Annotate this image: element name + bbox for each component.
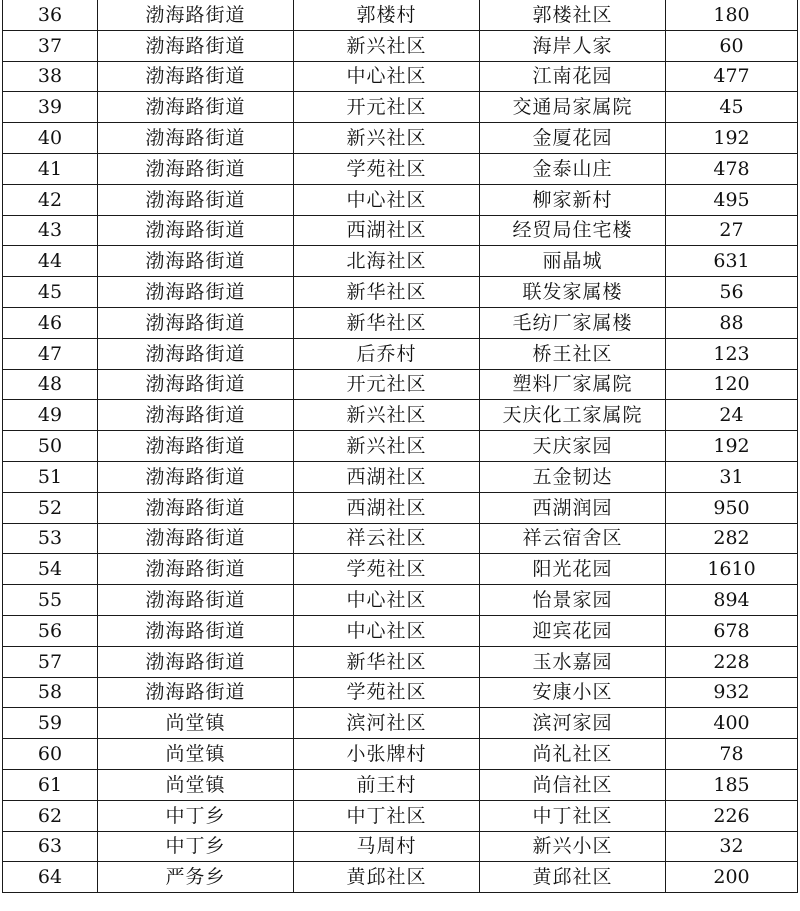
community-village-cell: 中心社区 (294, 615, 480, 646)
table-row (3, 431, 798, 462)
street-name-cell: 渤海路街道 (98, 431, 294, 462)
community-village-cell: 新兴社区 (294, 431, 480, 462)
table-row (3, 739, 798, 770)
community-village-cell: 北海社区 (294, 246, 480, 277)
table-row (3, 369, 798, 400)
row-number-cell: 64 (3, 862, 98, 893)
table-row (3, 277, 798, 308)
count-cell: 185 (666, 769, 798, 800)
row-number-cell: 60 (3, 739, 98, 770)
table-row (3, 523, 798, 554)
count-cell: 950 (666, 492, 798, 523)
community-village-cell: 祥云社区 (294, 523, 480, 554)
table-row (3, 800, 798, 831)
row-number-cell: 52 (3, 492, 98, 523)
residential-area-cell: 安康小区 (480, 677, 666, 708)
residential-area-cell: 尚信社区 (480, 769, 666, 800)
street-name-cell: 渤海路街道 (98, 400, 294, 431)
community-village-cell: 西湖社区 (294, 492, 480, 523)
row-number-cell: 36 (3, 0, 98, 30)
community-village-cell: 学苑社区 (294, 554, 480, 585)
count-cell: 180 (666, 0, 798, 30)
table-body (3, 0, 798, 893)
residential-area-cell: 黄邱社区 (480, 862, 666, 893)
residential-area-cell: 柳家新村 (480, 184, 666, 215)
table-row (3, 215, 798, 246)
row-number-cell: 37 (3, 30, 98, 61)
street-name-cell: 渤海路街道 (98, 369, 294, 400)
row-number-cell: 44 (3, 246, 98, 277)
table-row (3, 61, 798, 92)
street-name-cell: 渤海路街道 (98, 123, 294, 154)
residential-area-cell: 毛纺厂家属楼 (480, 307, 666, 338)
row-number-cell: 58 (3, 677, 98, 708)
row-number-cell: 45 (3, 277, 98, 308)
community-village-cell: 学苑社区 (294, 153, 480, 184)
count-cell: 60 (666, 30, 798, 61)
row-number-cell: 49 (3, 400, 98, 431)
street-name-cell: 渤海路街道 (98, 215, 294, 246)
count-cell: 1610 (666, 554, 798, 585)
count-cell: 123 (666, 338, 798, 369)
count-cell: 282 (666, 523, 798, 554)
count-cell: 226 (666, 800, 798, 831)
residential-area-cell: 滨河家园 (480, 708, 666, 739)
row-number-cell: 59 (3, 708, 98, 739)
street-name-cell: 渤海路街道 (98, 184, 294, 215)
street-name-cell: 渤海路街道 (98, 677, 294, 708)
community-village-cell: 黄邱社区 (294, 862, 480, 893)
community-village-cell: 新华社区 (294, 307, 480, 338)
residential-area-cell: 桥王社区 (480, 338, 666, 369)
community-village-cell: 中丁社区 (294, 800, 480, 831)
community-village-cell: 新兴社区 (294, 30, 480, 61)
table-row (3, 92, 798, 123)
residential-area-cell: 联发家属楼 (480, 277, 666, 308)
residential-area-cell: 天庆化工家属院 (480, 400, 666, 431)
street-name-cell: 渤海路街道 (98, 554, 294, 585)
row-number-cell: 54 (3, 554, 98, 585)
street-name-cell: 渤海路街道 (98, 61, 294, 92)
count-cell: 45 (666, 92, 798, 123)
count-cell: 78 (666, 739, 798, 770)
street-name-cell: 渤海路街道 (98, 615, 294, 646)
row-number-cell: 48 (3, 369, 98, 400)
row-number-cell: 51 (3, 461, 98, 492)
count-cell: 27 (666, 215, 798, 246)
street-name-cell: 渤海路街道 (98, 153, 294, 184)
residential-area-cell: 江南花园 (480, 61, 666, 92)
table-row (3, 677, 798, 708)
row-number-cell: 53 (3, 523, 98, 554)
table-row (3, 307, 798, 338)
residential-area-cell: 尚礼社区 (480, 739, 666, 770)
count-cell: 400 (666, 708, 798, 739)
street-name-cell: 渤海路街道 (98, 307, 294, 338)
count-cell: 56 (666, 277, 798, 308)
street-name-cell: 渤海路街道 (98, 0, 294, 30)
table-row (3, 123, 798, 154)
count-cell: 894 (666, 585, 798, 616)
street-name-cell: 尚堂镇 (98, 769, 294, 800)
data-table (2, 0, 798, 893)
community-village-cell: 学苑社区 (294, 677, 480, 708)
table-row (3, 30, 798, 61)
count-cell: 631 (666, 246, 798, 277)
count-cell: 200 (666, 862, 798, 893)
row-number-cell: 47 (3, 338, 98, 369)
community-village-cell: 西湖社区 (294, 215, 480, 246)
count-cell: 478 (666, 153, 798, 184)
count-cell: 228 (666, 646, 798, 677)
count-cell: 192 (666, 123, 798, 154)
residential-area-cell: 玉水嘉园 (480, 646, 666, 677)
residential-area-cell: 五金韧达 (480, 461, 666, 492)
row-number-cell: 46 (3, 307, 98, 338)
row-number-cell: 50 (3, 431, 98, 462)
residential-area-cell: 塑料厂家属院 (480, 369, 666, 400)
community-village-cell: 小张牌村 (294, 739, 480, 770)
street-name-cell: 渤海路街道 (98, 461, 294, 492)
table-row (3, 554, 798, 585)
street-name-cell: 渤海路街道 (98, 30, 294, 61)
table-row (3, 246, 798, 277)
residential-area-cell: 阳光花园 (480, 554, 666, 585)
community-village-cell: 新兴社区 (294, 123, 480, 154)
residential-area-cell: 天庆家园 (480, 431, 666, 462)
community-village-cell: 新华社区 (294, 277, 480, 308)
community-village-cell: 开元社区 (294, 369, 480, 400)
street-name-cell: 严务乡 (98, 862, 294, 893)
residential-area-cell: 郭楼社区 (480, 0, 666, 30)
table-row (3, 461, 798, 492)
street-name-cell: 渤海路街道 (98, 246, 294, 277)
street-name-cell: 尚堂镇 (98, 708, 294, 739)
row-number-cell: 62 (3, 800, 98, 831)
residential-area-cell: 丽晶城 (480, 246, 666, 277)
row-number-cell: 42 (3, 184, 98, 215)
row-number-cell: 40 (3, 123, 98, 154)
community-village-cell: 中心社区 (294, 585, 480, 616)
street-name-cell: 渤海路街道 (98, 523, 294, 554)
row-number-cell: 43 (3, 215, 98, 246)
community-village-cell: 郭楼村 (294, 0, 480, 30)
residential-area-cell: 经贸局住宅楼 (480, 215, 666, 246)
street-name-cell: 中丁乡 (98, 831, 294, 862)
community-village-cell: 中心社区 (294, 184, 480, 215)
table-row (3, 492, 798, 523)
count-cell: 192 (666, 431, 798, 462)
community-village-cell: 滨河社区 (294, 708, 480, 739)
street-name-cell: 渤海路街道 (98, 646, 294, 677)
street-name-cell: 渤海路街道 (98, 585, 294, 616)
street-name-cell: 渤海路街道 (98, 277, 294, 308)
community-village-cell: 西湖社区 (294, 461, 480, 492)
row-number-cell: 57 (3, 646, 98, 677)
residential-area-cell: 中丁社区 (480, 800, 666, 831)
table-row (3, 153, 798, 184)
count-cell: 678 (666, 615, 798, 646)
row-number-cell: 56 (3, 615, 98, 646)
community-village-cell: 后乔村 (294, 338, 480, 369)
community-village-cell: 新兴社区 (294, 400, 480, 431)
community-village-cell: 前王村 (294, 769, 480, 800)
table-row (3, 0, 798, 30)
street-name-cell: 中丁乡 (98, 800, 294, 831)
count-cell: 24 (666, 400, 798, 431)
table-row (3, 585, 798, 616)
table-row (3, 708, 798, 739)
residential-area-cell: 金泰山庄 (480, 153, 666, 184)
row-number-cell: 41 (3, 153, 98, 184)
street-name-cell: 尚堂镇 (98, 739, 294, 770)
street-name-cell: 渤海路街道 (98, 492, 294, 523)
count-cell: 495 (666, 184, 798, 215)
count-cell: 932 (666, 677, 798, 708)
residential-area-cell: 新兴小区 (480, 831, 666, 862)
residential-area-cell: 西湖润园 (480, 492, 666, 523)
community-village-cell: 开元社区 (294, 92, 480, 123)
table-row (3, 615, 798, 646)
count-cell: 477 (666, 61, 798, 92)
residential-area-cell: 怡景家园 (480, 585, 666, 616)
street-name-cell: 渤海路街道 (98, 338, 294, 369)
table-row (3, 769, 798, 800)
residential-area-cell: 祥云宿舍区 (480, 523, 666, 554)
table-row (3, 862, 798, 893)
count-cell: 88 (666, 307, 798, 338)
community-village-cell: 马周村 (294, 831, 480, 862)
residential-area-cell: 海岸人家 (480, 30, 666, 61)
table-row (3, 646, 798, 677)
table-row (3, 338, 798, 369)
count-cell: 32 (666, 831, 798, 862)
count-cell: 31 (666, 461, 798, 492)
row-number-cell: 61 (3, 769, 98, 800)
row-number-cell: 55 (3, 585, 98, 616)
residential-area-cell: 交通局家属院 (480, 92, 666, 123)
row-number-cell: 39 (3, 92, 98, 123)
table-row (3, 184, 798, 215)
row-number-cell: 63 (3, 831, 98, 862)
table-row (3, 400, 798, 431)
table-row (3, 831, 798, 862)
street-name-cell: 渤海路街道 (98, 92, 294, 123)
community-village-cell: 新华社区 (294, 646, 480, 677)
residential-area-cell: 金厦花园 (480, 123, 666, 154)
row-number-cell: 38 (3, 61, 98, 92)
count-cell: 120 (666, 369, 798, 400)
residential-area-cell: 迎宾花园 (480, 615, 666, 646)
community-village-cell: 中心社区 (294, 61, 480, 92)
